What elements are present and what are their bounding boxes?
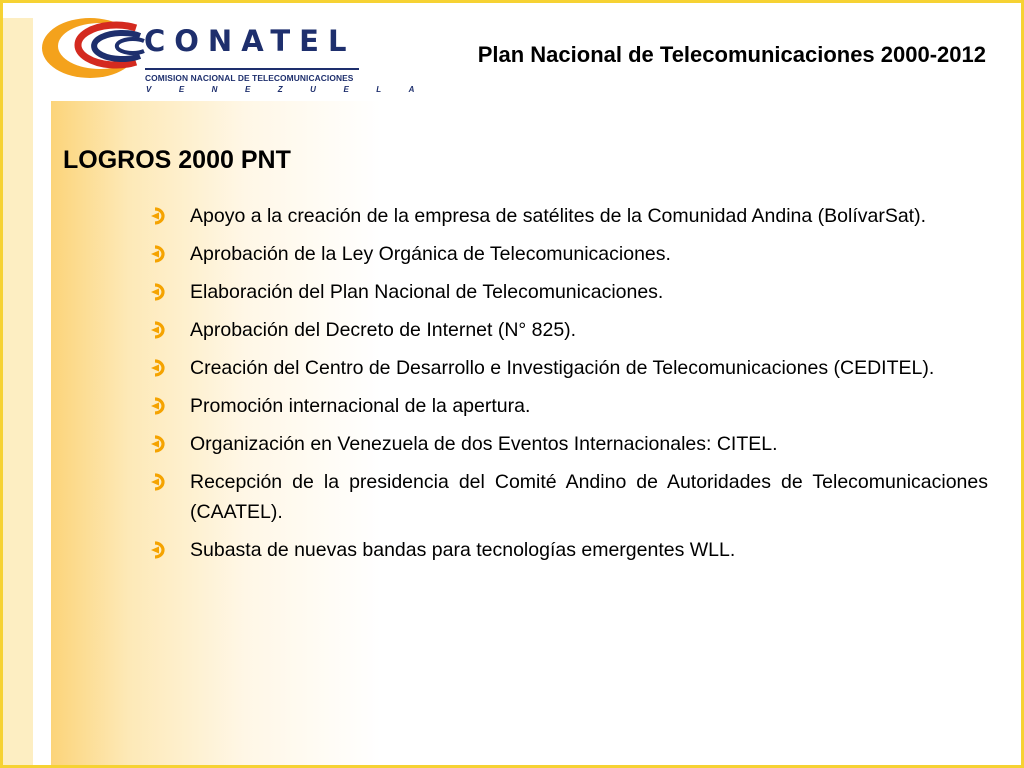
left-white-bar [33, 18, 51, 765]
curved-arrow-icon [150, 357, 172, 379]
list-item [150, 277, 988, 307]
logo-subtitle: COMISION NACIONAL DE TELECOMUNICACIONES [145, 73, 354, 83]
list-item [150, 315, 988, 345]
curved-arrow-icon [150, 243, 172, 265]
list-item-text: Creación del Centro de Desarrollo e Investigación de Telecomunicaciones (CEDITEL). [190, 357, 935, 379]
achievements-list [150, 201, 988, 573]
list-item-text: Promoción internacional de la apertura. [190, 395, 531, 417]
logo-country: VENEZUELA [146, 85, 442, 94]
list-item-text: Aprobación de la Ley Orgánica de Telecomunicaciones. [190, 243, 671, 265]
curved-arrow-icon [150, 471, 172, 493]
list-item [150, 535, 988, 565]
list-item-text: Subasta de nuevas bandas para tecnologías emergentes WLL. [190, 539, 736, 561]
section-heading: LOGROS 2000 PNT [63, 146, 291, 174]
left-decorative-bar [3, 18, 33, 765]
curved-arrow-icon [150, 395, 172, 417]
curved-arrow-icon [150, 281, 172, 303]
list-item [150, 391, 988, 421]
curved-arrow-icon [150, 539, 172, 561]
list-item-text: Organización en Venezuela de dos Eventos Internacionales: CITEL. [190, 433, 778, 455]
list-item [150, 201, 988, 231]
conatel-logo [40, 12, 442, 100]
list-item-text: Aprobación del Decreto de Internet (N° 825). [190, 319, 577, 341]
list-item-text: Apoyo a la creación de la empresa de satélites de la Comunidad Andina (BolívarSat). [190, 205, 927, 227]
curved-arrow-icon [150, 433, 172, 455]
list-item [150, 467, 988, 527]
list-item [150, 429, 988, 459]
list-item [150, 353, 988, 383]
page-title: Plan Nacional de Telecomunicaciones 2000-2012 [477, 42, 986, 67]
logo-divider [145, 68, 359, 70]
curved-arrow-icon [150, 319, 172, 341]
logo-swoosh-icon [40, 14, 150, 84]
list-item-text: Elaboración del Plan Nacional de Telecomunicaciones. [190, 281, 664, 303]
list-item-text: Recepción de la presidencia del Comité Andino de Autoridades de Telecomunicaciones (CAATEL). [190, 471, 988, 523]
list-item [150, 239, 988, 269]
logo-wordmark: CONATEL [144, 24, 356, 58]
curved-arrow-icon [150, 205, 172, 227]
